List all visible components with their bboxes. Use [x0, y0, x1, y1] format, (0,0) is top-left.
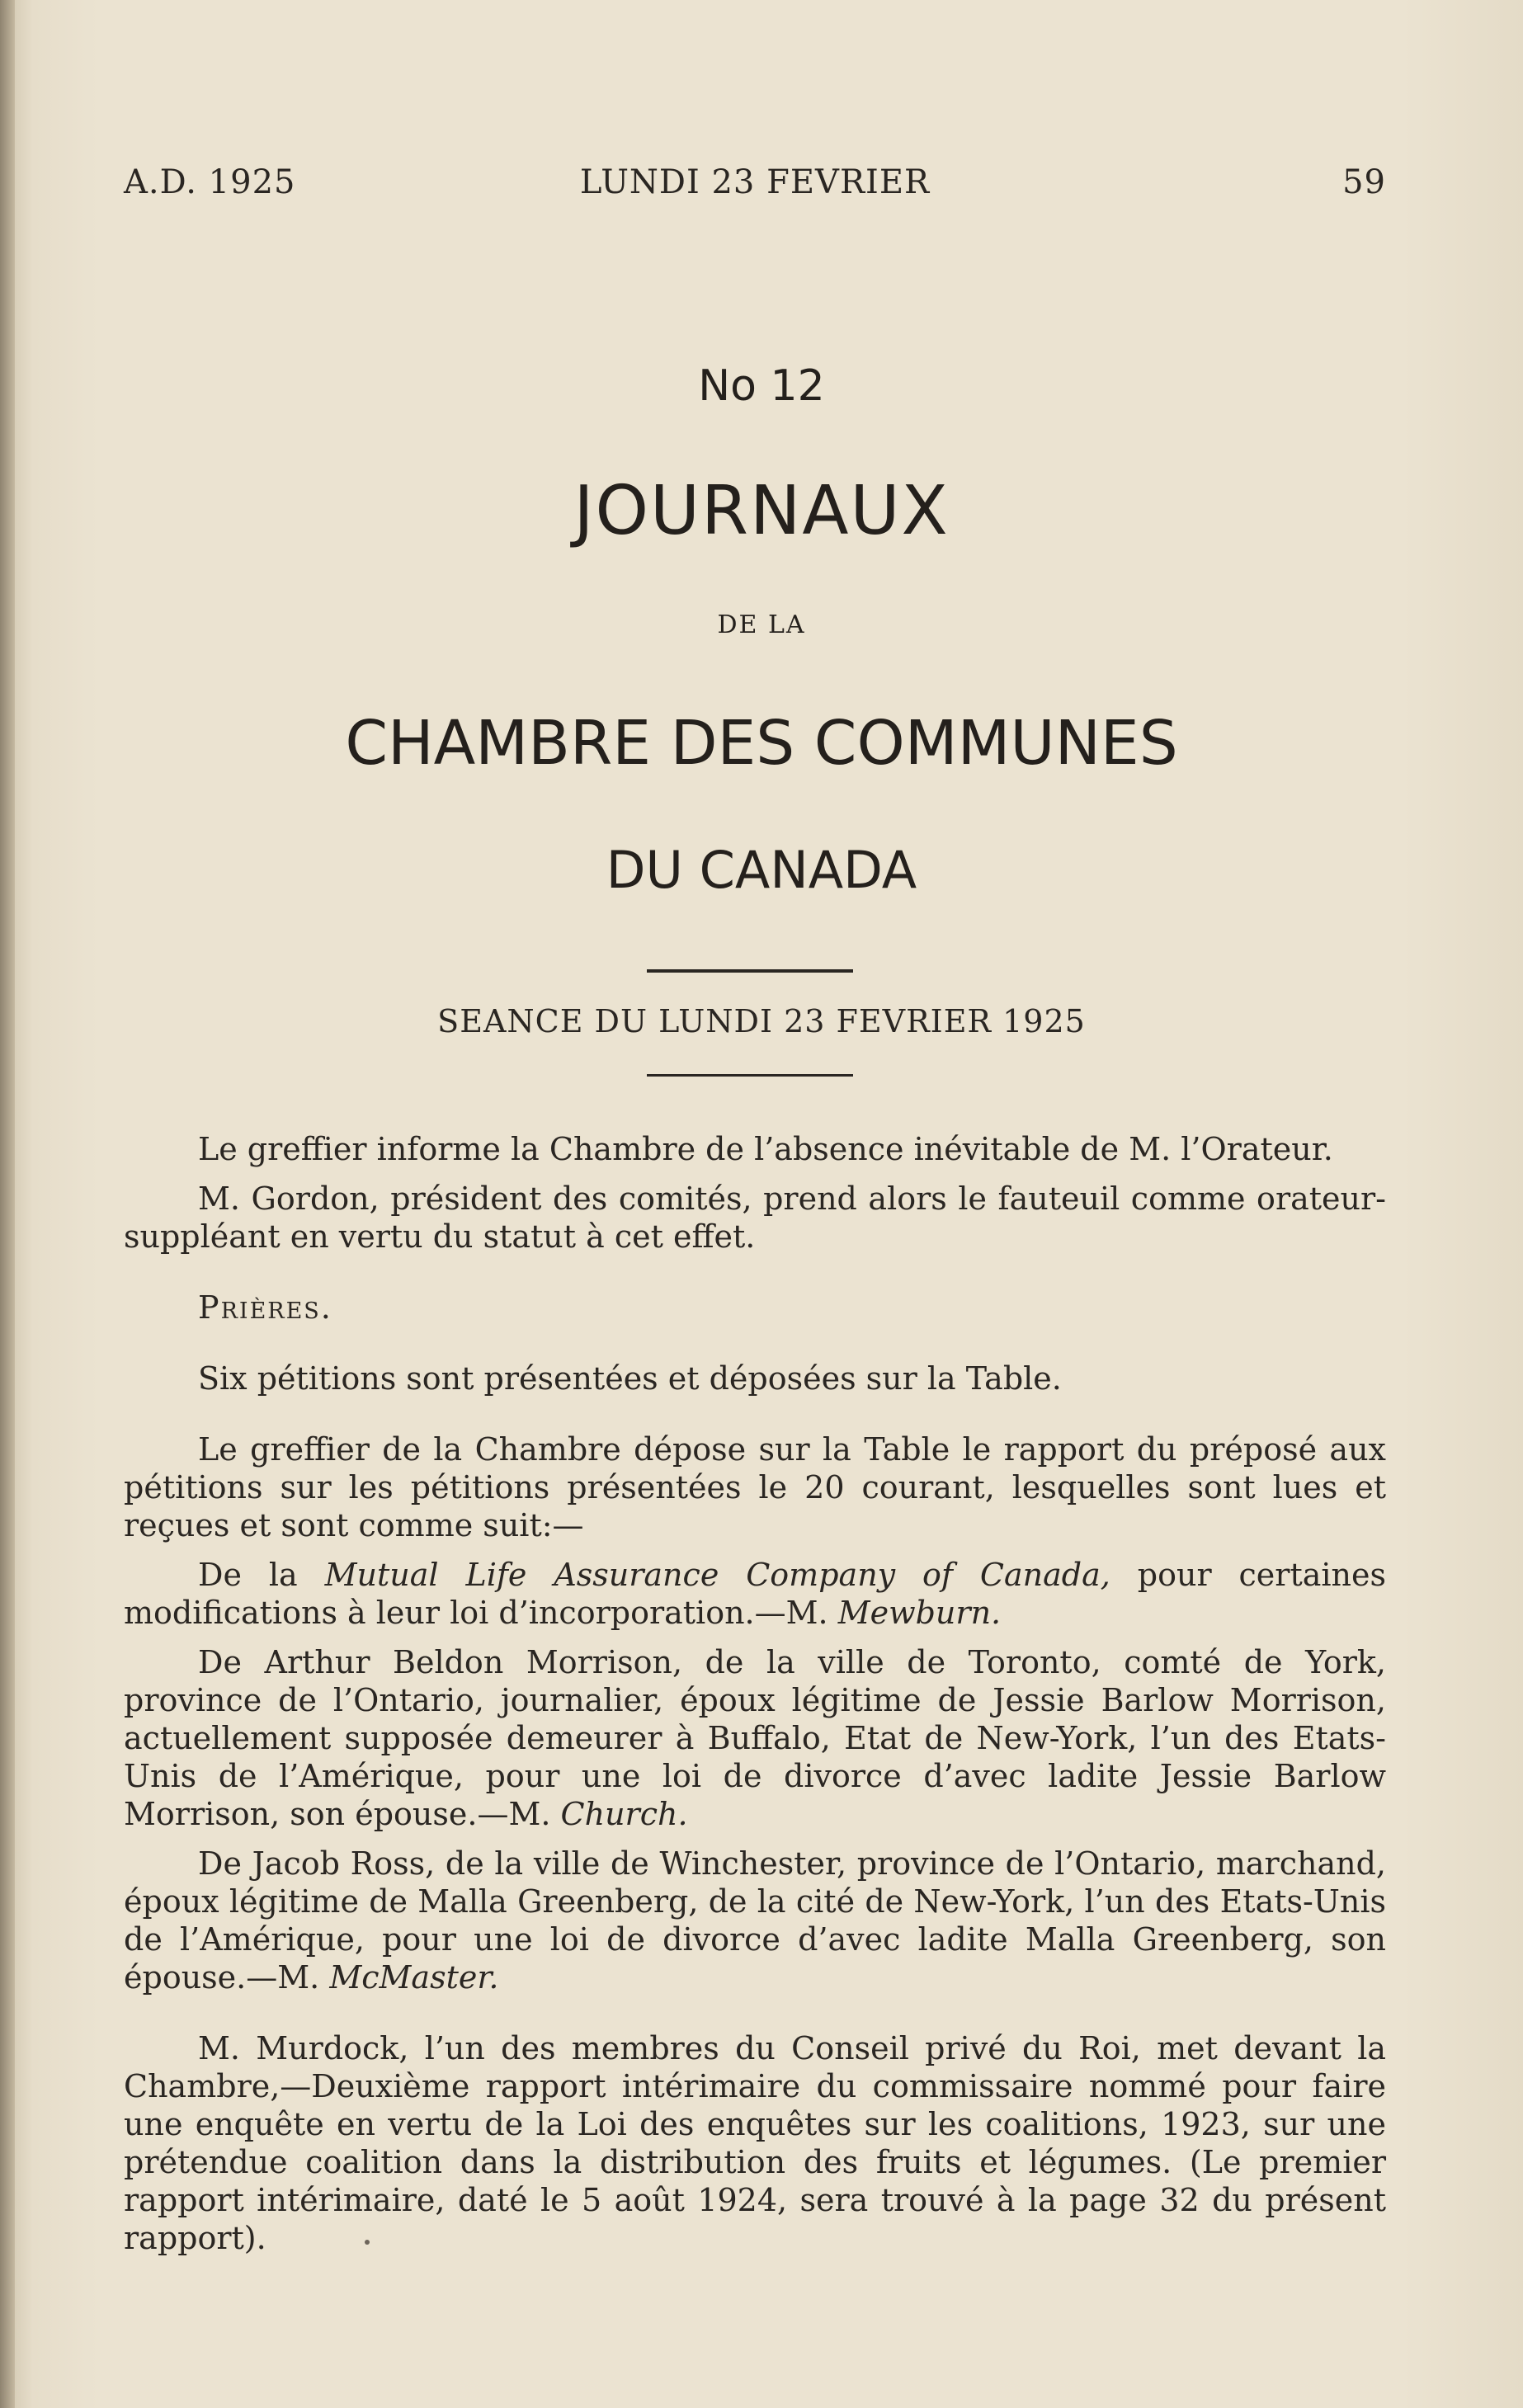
- header-date: LUNDI 23 FEVRIER: [579, 163, 931, 201]
- p6-pre: De la: [198, 1557, 325, 1593]
- paragraph-murdock: M. Murdock, l’un des membres du Conseil privé du Roi, met devant la Chambre,—Deuxième rapport intérimaire du commissaire nommé pour faire une enquête en vertu de la Loi des enquêtes sur les coalitions, 1923, sur une prétendue coalition dans la distribution des fruits et légumes. (Le premier rapport intérimaire, daté le 5 août 1924, sera trouvé à la page 32 du présent rapport).: [124, 2030, 1386, 2256]
- body-text: [124, 1130, 1386, 2257]
- p8-member: McMaster.: [329, 1959, 499, 1996]
- paragraph-mutual-life: [124, 1556, 1386, 1632]
- title-canada: DU CANADA: [606, 840, 917, 900]
- paragraph-gordon: M. Gordon, président des comités, prend alors le fauteuil comme orateur-suppléant en vertu du statut à cet effet.: [124, 1180, 1386, 1255]
- p7-member: Church.: [560, 1796, 688, 1832]
- session-heading: SEANCE DU LUNDI 23 FEVRIER 1925: [437, 1003, 1086, 1039]
- p6-company: Mutual Life Assurance Company of Canada,: [324, 1557, 1110, 1593]
- page-number: 59: [1342, 163, 1386, 201]
- p6-member: Mewburn.: [837, 1595, 1002, 1631]
- paragraph-petitions: Six pétitions sont présentées et déposées sur la Table.: [198, 1360, 1062, 1397]
- paragraph-greffier: Le greffier de la Chambre dépose sur la Table le rapport du préposé aux pétitions sur les pétitions présentées le 20 courant, lesquelles sont lues et reçues et sont comme suit:—: [124, 1431, 1386, 1543]
- paragraph-prieres: Prières.: [198, 1289, 332, 1326]
- running-head: [124, 163, 1386, 213]
- ink-speck: [365, 2240, 370, 2245]
- p6-mid: pour certaines modifications à leur loi d’incorporation.—M.: [124, 1557, 1387, 1631]
- issue-number: No 12: [698, 361, 825, 411]
- title-de-la: DE LA: [717, 610, 806, 639]
- paragraph-morrison: [124, 1643, 1386, 1833]
- paragraph-absence: Le greffier informe la Chambre de l’absence inévitable de M. l’Orateur.: [198, 1131, 1333, 1167]
- p8-pre: De Jacob Ross, de la ville de Winchester, province de l’Ontario, marchand, époux légitime de Malla Greenberg, de la cité de New-York, l’un des Etats-Unis de l’Amérique, pour une loi de divorce d’avec ladite Malla Greenberg, son épouse.—M.: [124, 1845, 1386, 1996]
- header-year: A.D. 1925: [124, 163, 296, 201]
- divider-top: [647, 969, 853, 973]
- title-chambre: CHAMBRE DES COMMUNES: [345, 708, 1178, 779]
- p7-pre: De Arthur Beldon Morrison, de la ville de Toronto, comté de York, province de l’Ontario, journalier, époux légitime de Jessie Barlow Morrison, actuellement supposée demeurer à Buffalo, Etat de New-York, l’un des Etats-Unis de l’Amérique, pour une loi de divorce d’avec ladite Jessie Barlow Morrison, son épouse.—M.: [124, 1644, 1386, 1832]
- paragraph-ross: [124, 1845, 1386, 1996]
- divider-bottom: [647, 1074, 853, 1077]
- title-journaux: JOURNAUX: [573, 472, 950, 550]
